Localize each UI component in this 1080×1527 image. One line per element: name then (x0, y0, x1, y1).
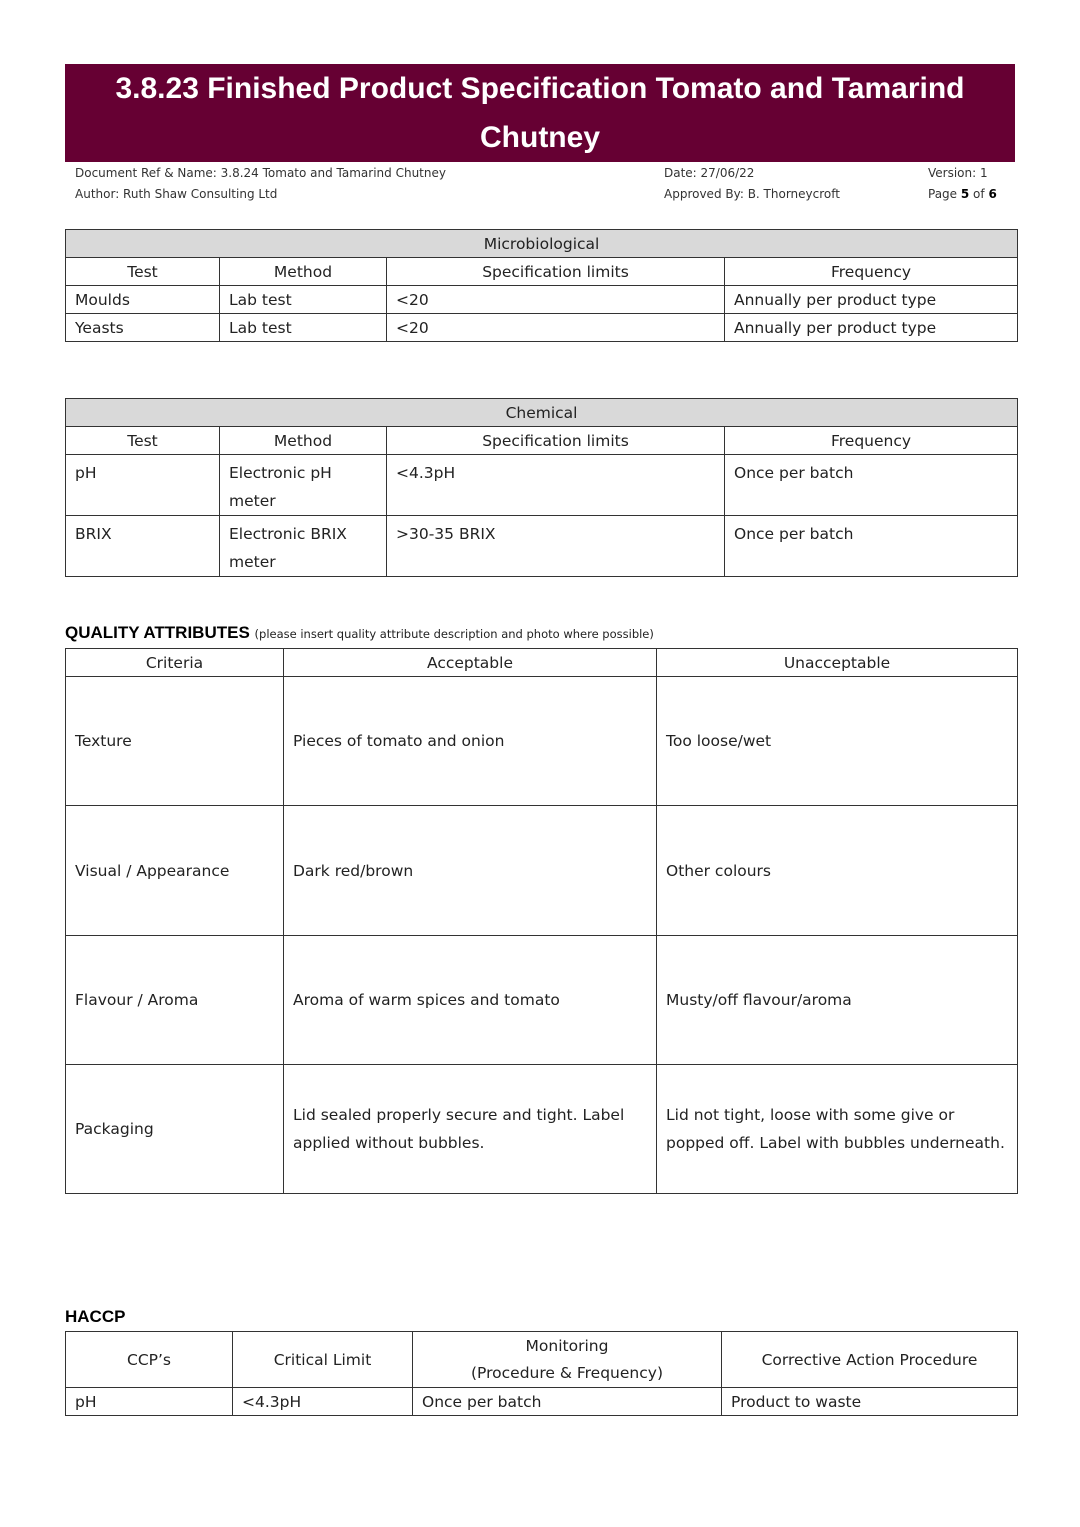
table-cell: Annually per product type (725, 286, 1018, 314)
quality-attributes-heading (65, 623, 654, 643)
document-version: Version: 1 (928, 166, 988, 180)
document-approved-by: Approved By: B. Thorneycroft (664, 187, 840, 201)
table-header-row (66, 258, 1018, 286)
column-header: Unacceptable (657, 649, 1018, 677)
table-cell: Once per batch (725, 455, 1018, 516)
table-row (66, 516, 1018, 577)
table-cell: Packaging (66, 1065, 284, 1194)
table-row (66, 455, 1018, 516)
table-row (66, 806, 1018, 936)
column-header: Method (220, 258, 387, 286)
document-title-line-2: Chutney (480, 121, 600, 154)
page-number (928, 187, 997, 201)
table-cell: pH (66, 455, 220, 516)
column-header: Method (220, 427, 387, 455)
document-ref: Document Ref & Name: 3.8.24 Tomato and Tamarind Chutney (75, 166, 446, 180)
table-cell: Lid not tight, loose with some give or popped off. Label with bubbles underneath. (657, 1065, 1018, 1194)
page-prefix: Page (928, 187, 961, 201)
table-cell: Electronic BRIX meter (220, 516, 387, 577)
table-row (66, 1388, 1018, 1416)
haccp-heading: HACCP (65, 1307, 126, 1326)
column-header: Criteria (66, 649, 284, 677)
column-header: Test (66, 258, 220, 286)
table-cell: <20 (387, 286, 725, 314)
column-header: Frequency (725, 427, 1018, 455)
quality-attributes-table (65, 648, 1018, 1194)
table-cell: Musty/off flavour/aroma (657, 936, 1018, 1065)
table-cell: pH (66, 1388, 233, 1416)
table-cell: Other colours (657, 806, 1018, 936)
document-author: Author: Ruth Shaw Consulting Ltd (75, 187, 278, 201)
document-title-line-1: 3.8.23 Finished Product Specification Tomato and Tamarind (115, 72, 965, 105)
table-cell: Yeasts (66, 314, 220, 342)
table-cell: Product to waste (722, 1388, 1018, 1416)
table-row (66, 677, 1018, 806)
table-row (66, 314, 1018, 342)
column-header: Test (66, 427, 220, 455)
table-cell: <20 (387, 314, 725, 342)
column-header: Frequency (725, 258, 1018, 286)
table-cell: Moulds (66, 286, 220, 314)
table-cell: Lid sealed properly secure and tight. Label applied without bubbles. (284, 1065, 657, 1194)
table-cell: Visual / Appearance (66, 806, 284, 936)
table-caption-row (66, 230, 1018, 258)
page-of: of (969, 187, 989, 201)
table-cell: <4.3pH (387, 455, 725, 516)
column-header: CCP’s (66, 1332, 233, 1388)
column-header (413, 1332, 722, 1388)
table-cell: Electronic pH meter (220, 455, 387, 516)
table-row (66, 286, 1018, 314)
monitoring-header-line-2: (Procedure & Frequency) (471, 1363, 663, 1382)
table-header-row (66, 649, 1018, 677)
table-cell: Flavour / Aroma (66, 936, 284, 1065)
table-row (66, 1065, 1018, 1194)
chemical-table (65, 398, 1018, 577)
document-title-banner (65, 64, 1015, 162)
table-cell: Lab test (220, 286, 387, 314)
table-cell: Pieces of tomato and onion (284, 677, 657, 806)
column-header: Specification limits (387, 258, 725, 286)
chemical-caption: Chemical (66, 399, 1018, 427)
table-cell: Too loose/wet (657, 677, 1018, 806)
microbiological-table (65, 229, 1018, 342)
table-cell: Lab test (220, 314, 387, 342)
table-header-row (66, 427, 1018, 455)
table-cell: Annually per product type (725, 314, 1018, 342)
table-cell: BRIX (66, 516, 220, 577)
quality-attributes-title: QUALITY ATTRIBUTES (65, 623, 250, 642)
table-caption-row (66, 399, 1018, 427)
haccp-table (65, 1331, 1018, 1416)
document-date: Date: 27/06/22 (664, 166, 755, 180)
microbiological-caption: Microbiological (66, 230, 1018, 258)
table-cell: Once per batch (413, 1388, 722, 1416)
column-header: Specification limits (387, 427, 725, 455)
column-header: Critical Limit (233, 1332, 413, 1388)
table-row (66, 936, 1018, 1065)
page-current: 5 (960, 187, 970, 201)
table-cell: >30-35 BRIX (387, 516, 725, 577)
table-cell: Aroma of warm spices and tomato (284, 936, 657, 1065)
monitoring-header-line-1: Monitoring (525, 1336, 609, 1355)
table-header-row (66, 1332, 1018, 1388)
page-total: 6 (988, 187, 997, 201)
column-header: Corrective Action Procedure (722, 1332, 1018, 1388)
column-header: Acceptable (284, 649, 657, 677)
table-cell: Once per batch (725, 516, 1018, 577)
table-cell: Dark red/brown (284, 806, 657, 936)
table-cell: <4.3pH (233, 1388, 413, 1416)
table-cell: Texture (66, 677, 284, 806)
quality-attributes-note: (please insert quality attribute description and photo where possible) (254, 627, 654, 641)
